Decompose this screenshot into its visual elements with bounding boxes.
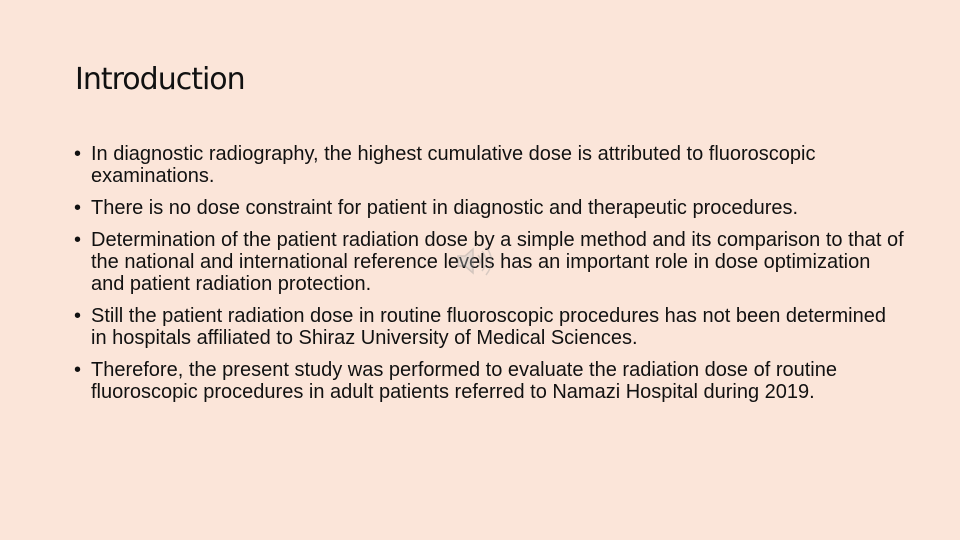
bullet-text: Still the patient radiation dose in routine fluoroscopic procedures has not been determined in hospitals affiliated to Shiraz University of Medical Sciences. <box>91 305 886 349</box>
bullet-item <box>74 197 904 219</box>
bullet-dot: • <box>74 143 82 165</box>
bullet-dot: • <box>74 305 82 327</box>
bullet-text: Therefore, the present study was performed to evaluate the radiation dose of routine fluoroscopic procedures in adult patients referred to Namazi Hospital during 2019. <box>91 359 837 403</box>
bullet-text: There is no dose constraint for patient in diagnostic and therapeutic procedures. <box>91 197 799 219</box>
slide-title: Introduction <box>75 62 245 97</box>
speaker-icon-graphic <box>455 244 499 278</box>
bullet-text: In diagnostic radiography, the highest cumulative dose is attributed to fluoroscopic examinations. <box>91 143 816 187</box>
bullet-item <box>74 143 904 187</box>
bullet-dot: • <box>74 229 82 251</box>
bullet-dot: • <box>74 197 82 219</box>
speaker-icon[interactable] <box>455 244 499 278</box>
bullet-item <box>74 359 904 403</box>
bullet-item <box>74 305 904 349</box>
bullet-text: Determination of the patient radiation dose by a simple method and its comparison to that of the national and international reference levels has an important role in dose optimization and patient radiation protection. <box>91 229 904 295</box>
bullet-dot: • <box>74 359 82 381</box>
